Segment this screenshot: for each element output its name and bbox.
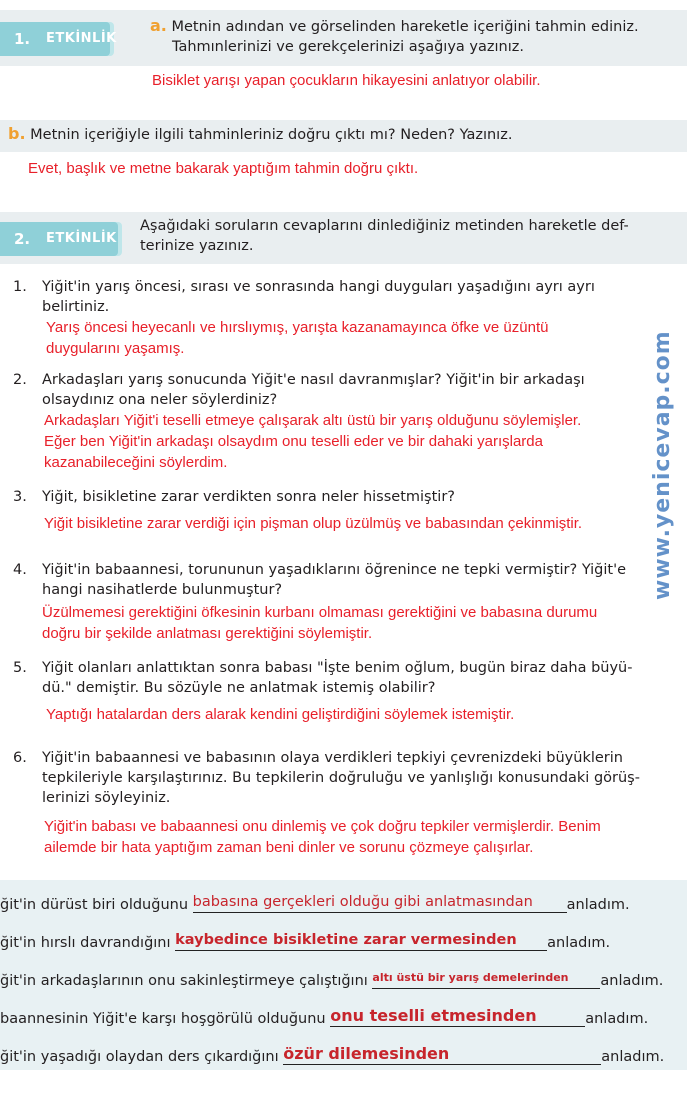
activity2-badge bbox=[0, 222, 118, 256]
question-number: 2. bbox=[13, 372, 27, 388]
fill-suffix: anladım. bbox=[601, 1049, 665, 1065]
answer-text bbox=[42, 602, 687, 644]
answer-text bbox=[46, 317, 676, 359]
answer-line: duygularını yaşamış. bbox=[46, 340, 185, 357]
answer-line: Üzülmemesi gerektiğini öfkesinin kurbanı olmaması gerektiğini ve babasına durumu bbox=[42, 604, 598, 621]
answer-line: Eğer ben Yiğit'in arkadaşı olsaydım onu teselli eder ve bir dahaki yarışlarda bbox=[44, 433, 543, 450]
fill-row bbox=[0, 892, 630, 922]
question-number: 3. bbox=[13, 489, 27, 505]
fill-suffix: anladım. bbox=[566, 897, 630, 913]
question-line: Yiğit, bisikletine zarar verdikten sonra neler hissetmiştir? bbox=[42, 489, 455, 505]
watermark-text: www.yenicevap.com bbox=[650, 330, 675, 600]
activity1-b-prompt bbox=[8, 124, 512, 145]
fill-prefix: baannesinin Yiğit'e karşı hoşgörülü olduğunu bbox=[0, 1011, 331, 1027]
item-a-letter: a. bbox=[150, 16, 167, 35]
answer-line: Arkadaşları Yiğit'i teselli etmeye çalışarak altı üstü bir yarış olduğunu söylemişler. bbox=[44, 412, 582, 429]
activity1-b-question: Metnin içeriğiyle ilgili tahminleriniz doğru çıktı mı? Neden? Yazınız. bbox=[30, 127, 513, 143]
question-text bbox=[42, 658, 662, 698]
question-line: hangi nasihatlerde bulunmuştur? bbox=[42, 582, 283, 598]
activity2-intro-line2: terinize yazınız. bbox=[140, 238, 254, 254]
question-line: Yiğit'in yarış öncesi, sırası ve sonrasında hangi duyguları yaşadığını ayrı ayrı bbox=[42, 279, 595, 295]
question-text bbox=[42, 370, 662, 410]
fill-prefix: ğit'in hırslı davrandığını bbox=[0, 935, 176, 951]
question-number: 6. bbox=[13, 750, 27, 766]
activity1-b-answer: Evet, başlık ve metne bakarak yaptığım tahmin doğru çıktı. bbox=[28, 160, 419, 177]
fill-answer: babasına gerçekleri olduğu gibi anlatmasından bbox=[193, 892, 567, 913]
question-line: lerinizi söyleyiniz. bbox=[42, 790, 171, 806]
item-b-letter: b. bbox=[8, 124, 26, 143]
question-text bbox=[42, 748, 662, 808]
fill-suffix: anladım. bbox=[600, 973, 664, 989]
fill-suffix: anladım. bbox=[585, 1011, 649, 1027]
activity2-intro bbox=[140, 216, 680, 256]
answer-line: kazanabileceğini söylerdim. bbox=[44, 454, 228, 471]
question-line: Yiğit'in babaannesi, torununun yaşadıklarını öğrenince ne tepki vermiştir? Yiğit'e bbox=[42, 562, 627, 578]
fill-row bbox=[0, 1006, 648, 1036]
activity1-badge-label: ETKİNLİK bbox=[46, 31, 117, 46]
question-number: 5. bbox=[13, 660, 27, 676]
activity1-a-answer: Bisiklet yarışı yapan çocukların hikayesini anlatıyor olabilir. bbox=[152, 72, 541, 89]
fill-prefix: ğit'in dürüst biri olduğunu bbox=[0, 897, 193, 913]
activity2-badge-label: ETKİNLİK bbox=[46, 231, 117, 246]
fill-prefix: ğit'in yaşadığı olaydan ders çıkardığını bbox=[0, 1049, 284, 1065]
question-line: Yiğit'in babaannesi ve babasının olaya verdikleri tepkiyi çevrenizdeki büyüklerin bbox=[42, 750, 623, 766]
question-text bbox=[42, 277, 662, 317]
fill-row bbox=[0, 1044, 664, 1074]
activity1-a-prompt bbox=[150, 16, 685, 57]
answer-line: Yarış öncesi heyecanlı ve hırslıymış, yarışta kazanamayınca öfke ve üzüntü bbox=[46, 319, 549, 336]
activity1-badge-number: 1. bbox=[14, 30, 31, 48]
answer-text bbox=[44, 816, 684, 858]
question-line: dü." demiştir. Bu sözüyle ne anlatmak istemiş olabilir? bbox=[42, 680, 436, 696]
activity1-badge bbox=[0, 22, 117, 56]
answer-line: doğru bir şekilde anlatması gerektiğini söylemiştir. bbox=[42, 625, 373, 642]
question-line: olsaydınız ona neler söylerdiniz? bbox=[42, 392, 278, 408]
answer-text bbox=[44, 513, 684, 534]
activity2-badge-number: 2. bbox=[14, 230, 31, 248]
answer-text bbox=[46, 704, 676, 725]
activity1-a-line2: Tahmınlerinizi ve gerekçelerinizi aşağıya yazınız. bbox=[172, 39, 524, 55]
question-line: tepkileriyle karşılaştırınız. Bu tepkilerin doğruluğu ve yanlışlığı konusundaki görüş- bbox=[42, 770, 640, 786]
question-number: 4. bbox=[13, 562, 27, 578]
answer-text bbox=[44, 410, 684, 473]
question-line: belirtiniz. bbox=[42, 299, 110, 315]
fill-answer: altı üstü bir yarış demelerinden bbox=[372, 968, 600, 989]
fill-prefix: ğit'in arkadaşlarının onu sakinleştirmeye çalıştığını bbox=[0, 973, 373, 989]
question-line: Yiğit olanları anlattıktan sonra babası "İşte benim oğlum, bugün biraz daha büyü- bbox=[42, 660, 633, 676]
activity2-intro-line1: Aşağıdaki soruların cevaplarını dinlediğiniz metinden hareketle def- bbox=[140, 218, 629, 234]
fill-answer: kaybedince bisikletine zarar vermesinden bbox=[175, 930, 547, 951]
fill-answer: onu teselli etmesinden bbox=[330, 1006, 585, 1027]
question-line: Arkadaşları yarış sonucunda Yiğit'e nasıl davranmışlar? Yiğit'in bir arkadaşı bbox=[42, 372, 585, 388]
answer-line: ailemde bir hata yaptığım zaman beni dinler ve sorunu çözmeye çalışırlar. bbox=[44, 839, 534, 856]
fill-answer: özür dilemesinden bbox=[283, 1044, 601, 1065]
fill-row bbox=[0, 930, 610, 960]
fill-row bbox=[0, 968, 663, 998]
answer-line: Yiğit bisikletine zarar verdiği için pişman olup üzülmüş ve babasından çekinmiştir. bbox=[44, 515, 583, 532]
question-text bbox=[42, 560, 662, 600]
question-text bbox=[42, 487, 662, 507]
answer-line: Yiğit'in babası ve babaannesi onu dinlemiş ve çok doğru tepkiler vermişlerdir. Benim bbox=[44, 818, 601, 835]
question-number: 1. bbox=[13, 279, 27, 295]
activity1-a-line1: Metnin adından ve görselinden hareketle içeriğini tahmin ediniz. bbox=[171, 19, 639, 35]
answer-line: Yaptığı hatalardan ders alarak kendini geliştirdiğini söylemek istemiştir. bbox=[46, 706, 515, 723]
fill-suffix: anladım. bbox=[547, 935, 611, 951]
